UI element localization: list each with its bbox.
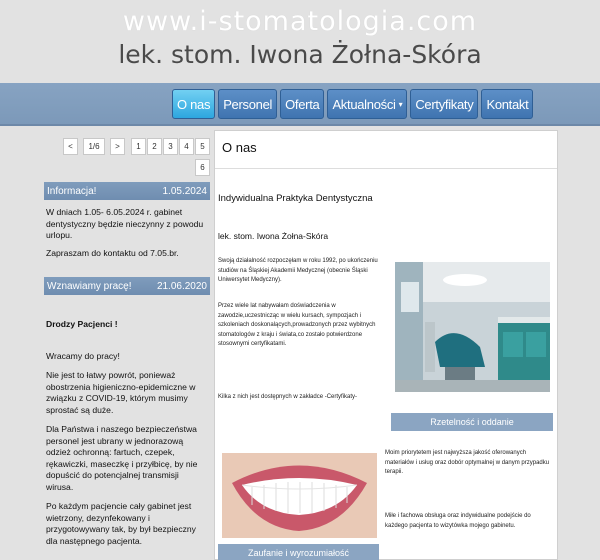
- news-paragraph: Wracamy do pracy!: [46, 350, 120, 361]
- doctor-name-heading: lek. stom. Iwona Żołna-Skóra: [118, 40, 482, 69]
- pager-pages: [131, 138, 210, 176]
- pager-page-button[interactable]: 2: [147, 138, 162, 155]
- news-header: [44, 277, 210, 295]
- chevron-down-icon: ▾: [398, 99, 403, 109]
- news-paragraph: Dla Państwa i naszego bezpieczeństwa personel jest ubrany w jednorazową odzież ochronną: fartuch, czepek, rękawiczki, maseczkę i przyłbicę, by nie dopuścić do potencjalnej transmisji wirusa.: [46, 424, 198, 492]
- news-body: [46, 319, 208, 553]
- news-pager: [63, 138, 125, 155]
- nav-item-o-nas[interactable]: [172, 89, 215, 119]
- priority-paragraph: Moim priorytetem jest najwyższa jakość oferowanych materiałów i usług oraz dobór optymalnej w danym przypadku terapii.: [385, 450, 550, 476]
- doctor-line: lek. stom. Iwona Żołna-Skóra: [218, 231, 329, 241]
- news-body: [46, 207, 208, 265]
- page-title: O nas: [222, 140, 257, 155]
- about-paragraph: Przez wiele lat nabywałam doświadczenia w zawodzie,uczestnicząc w wielu kursach, sympozjach i szkoleniach doskonalących,prowadzonych przez wybitnych stomatologów z kraju i świata,co zostało potwierdzone stosownymi certyfikatami.: [218, 303, 376, 348]
- news-paragraph: W dniach 1.05- 6.05.2024 r. gabinet dentystyczny będzie nieczynny z powodu urlopu.: [46, 207, 204, 240]
- pager-page-button[interactable]: 1: [131, 138, 146, 155]
- nav-label: Aktualności: [332, 96, 396, 112]
- caption-trust: Zaufanie i wyrozumiałość: [218, 544, 379, 560]
- nav-item-oferta[interactable]: [280, 89, 324, 119]
- news-paragraph: Nie jest to łatwy powrót, ponieważ obostrzenia higieniczno-epidemiczne w związku z COVID-19, którym musimy sprostać są duże.: [46, 370, 196, 415]
- pager-next-button[interactable]: >: [110, 138, 125, 155]
- pager-indicator: 1/6: [83, 138, 105, 155]
- dental-office-photo: [395, 262, 550, 392]
- pager-page-button[interactable]: 6: [195, 159, 210, 176]
- nav-label: Oferta: [285, 96, 320, 112]
- pager-page-button[interactable]: 5: [195, 138, 210, 155]
- nav-item-aktualnosci[interactable]: [327, 89, 407, 119]
- pager-page-button[interactable]: 3: [163, 138, 178, 155]
- main-content-panel: [214, 130, 558, 560]
- caption-reliability: Rzetelność i oddanie: [391, 413, 553, 431]
- about-paragraph: Kilka z nich jest dostępnych w zakładce -Certyfikaty-: [218, 394, 358, 400]
- nav-label: O nas: [177, 96, 211, 112]
- nav-label: Personel: [223, 96, 273, 112]
- nav-label: Certyfikaty: [415, 96, 474, 112]
- title-divider: [215, 168, 557, 169]
- news-header: [44, 182, 210, 200]
- approach-paragraph: Miłe i fachowa obsługa oraz indywidualne podejście do każdego pacjenta to wizytówka mojego gabinetu.: [385, 513, 531, 529]
- about-paragraph: Swoją działalność rozpoczęłam w roku 1992, po ukończeniu studiów na Śląskiej Akademii Medycznej (obecnie Śląski Uniwersytet Medyczny).: [218, 258, 378, 284]
- news-date: 21.06.2020: [156, 280, 207, 292]
- practice-name: Indywidualna Praktyka Dentystyczna: [218, 193, 373, 204]
- news-title[interactable]: Wznawiamy pracę!: [47, 280, 132, 292]
- news-sidebar: [44, 131, 210, 560]
- site-url-title: www.i-stomatologia.com: [122, 6, 478, 37]
- news-title[interactable]: Informacja!: [47, 185, 97, 197]
- nav-label: Kontakt: [486, 96, 529, 112]
- main-nav: [172, 89, 533, 119]
- nav-item-certyfikaty[interactable]: [410, 89, 478, 119]
- nav-item-kontakt[interactable]: [481, 89, 533, 119]
- pager-page-button[interactable]: 4: [179, 138, 194, 155]
- news-date: 1.05.2024: [162, 185, 207, 197]
- smile-photo: [222, 453, 377, 538]
- news-greeting: Drodzy Pacjenci !: [46, 319, 118, 329]
- nav-item-personel[interactable]: [218, 89, 277, 119]
- news-paragraph: Po każdym pacjencie cały gabinet jest wietrzony, dezynfekowany i przygotowywany tak, by był bezpieczny dla następnego pacjenta.: [46, 501, 196, 546]
- news-paragraph: Zapraszam do kontaktu od 7.05.br.: [46, 247, 179, 258]
- pager-prev-button[interactable]: <: [63, 138, 78, 155]
